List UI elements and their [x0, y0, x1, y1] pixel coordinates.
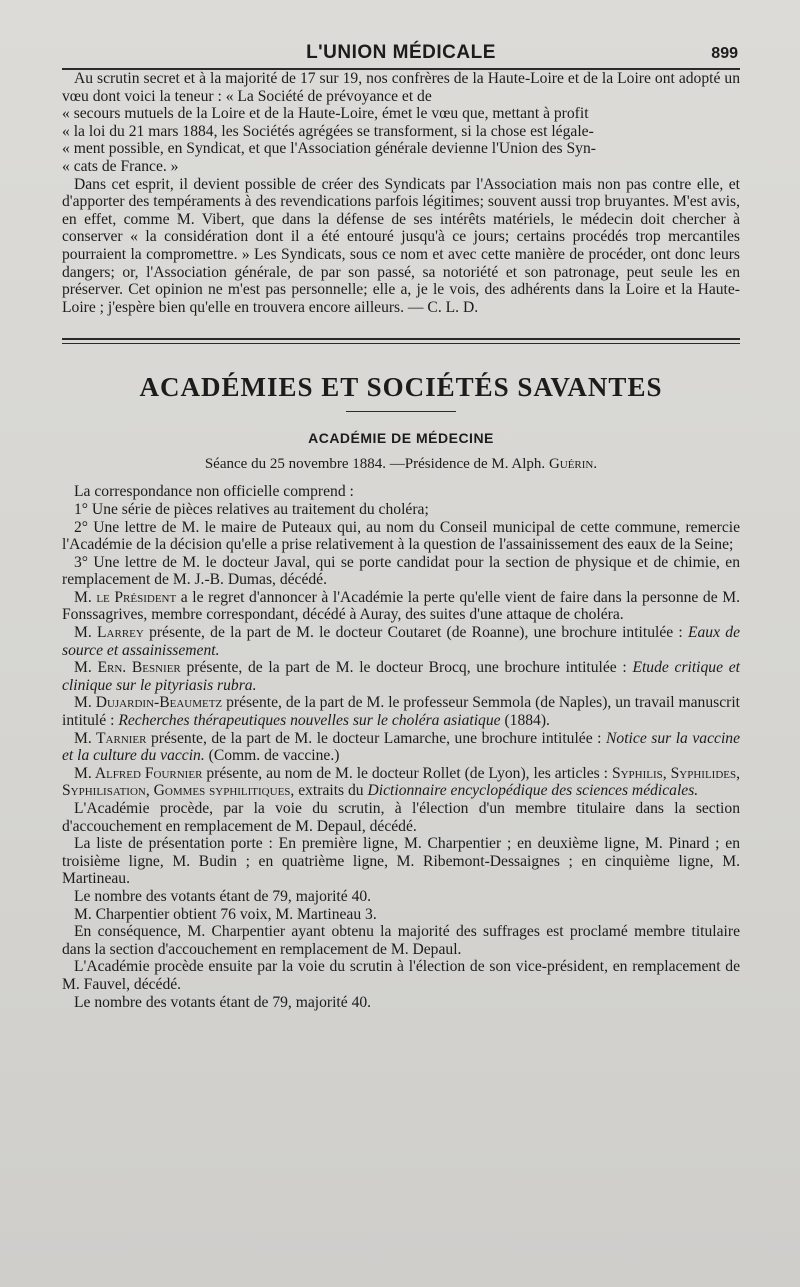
work-title: Eaux de source et assainissement. — [62, 624, 740, 659]
quoted-resolution — [62, 105, 740, 175]
quote-line: « la loi du 21 mars 1884, les Sociétés agrégées se transforment, si la chose est légale- — [62, 122, 594, 140]
presentation-text: , extraits du — [290, 782, 368, 800]
presentation-text: présente, au nom de M. le docteur Rollet (de Lyon), les articles : — [202, 764, 612, 782]
president-announcement — [62, 589, 740, 624]
work-year: (1884). — [500, 712, 550, 730]
speaker-name: M. Larrey — [74, 624, 144, 642]
page-number: 899 — [711, 45, 738, 62]
presentation-larrey — [62, 624, 740, 659]
presentation-tarnier — [62, 730, 740, 765]
correspondence-intro: La correspondance non officielle comprend : — [74, 483, 354, 501]
work-title: Notice sur la vaccine et la culture du vaccin. — [62, 729, 740, 765]
work-title: Etude critique et clinique sur le pityriasis rubra. — [62, 659, 740, 694]
presentation-dujardin — [62, 694, 740, 729]
session-date: Séance du 25 novembre 1884. —Présidence de M. Alph. — [204, 456, 546, 473]
election-paragraph: Le nombre des votants étant de 79, majorité 40. — [74, 887, 372, 905]
committee-note: (Comm. de vaccine.) — [204, 747, 340, 765]
article-body — [62, 70, 740, 316]
work-title: Dictionnaire encyclopédique des sciences médicales. — [367, 782, 699, 800]
session-president: Guérin. — [548, 456, 598, 473]
opening-paragraph: Au scrutin secret et à la majorité de 17 sur 19, nos confrères de la Haute-Loire et de la Loire ont adopté un vœu dont voici la teneur : « La Société de prévoyance et de — [62, 70, 740, 105]
election-paragraph: L'Académie procède ensuite par la voie du scrutin à l'élection de son vice-président, en remplacement de M. Fauvel, décédé. — [62, 958, 740, 993]
correspondence-item: 3° Une lettre de M. le docteur Javal, qui se porte candidat pour la section de physique et de chimie, en remplacement de M. J.-B. Dumas, décédé. — [62, 553, 740, 589]
presentation-besnier — [62, 659, 740, 694]
section-title: ACADÉMIES ET SOCIÉTÉS SAVANTES — [139, 372, 663, 403]
election-paragraph: L'Académie procède, par la voie du scrutin, à l'élection d'un membre titulaire dans la section d'accouchement en remplacement de M. Depaul, décédé. — [62, 800, 740, 835]
presentation-fournier — [62, 765, 740, 800]
work-title: Recherches thérapeutiques nouvelles sur le choléra asiatique — [118, 712, 501, 730]
speaker-name: M. Tarnier — [74, 729, 147, 747]
speaker-name: M. Alfred Fournier — [74, 764, 203, 782]
quote-line: « cats de France. » — [62, 157, 179, 175]
presentation-text: présente, de la part de M. le professeur Semmola (de Naples), un travail manuscrit intitulé : — [62, 694, 740, 730]
closing-paragraph: Dans cet esprit, il devient possible de créer des Syndicats par l'Association mais non pas contre elle, et d'apporter des tempéraments à des revendications parfois légitimes; souvent aussi trop bruyantes. M'est avis, en effet, comme M. Vibert, que dans la défense de ses intérêts matériels, le médecin doit chercher à conserver « la considération dont il a été entouré jusqu'à ce jours; certains procédés trop mercantiles pourraient la compromettre. » Les Syndicats, sous ce nom et avec cette manière de procéder, ont donc leurs dangers; or, l'Association générale, de par son passé, sa notoriété et son patronage, peut seule les en préserver. Cet opinion ne m'est pas personnelle; elle a, je le vois, des adhérents dans la Loire et la Haute-Loire ; j'espère bien qu'elle en trouvera encore ailleurs. — C. L. D. — [62, 175, 740, 316]
quote-line: « ment possible, en Syndicat, et que l'Association générale devienne l'Union des Syn- — [62, 140, 596, 158]
article-list: Syphilis, Syphilides, Syphilisation, Gommes syphilitiques — [62, 764, 741, 800]
presentation-text: présente, de la part de M. le docteur Coutaret (de Roanne), une brochure intitulée : — [143, 624, 688, 642]
running-head — [62, 38, 740, 70]
presentation-text: présente, de la part de M. le docteur Lamarche, une brochure intitulée : — [146, 729, 607, 747]
announcement-text: a le regret d'annoncer à l'Académie la perte qu'elle vient de faire dans la personne de M. Fonssagrives, membre correspondant, décédé à Auray, des suites d'une attaque de choléra. — [62, 588, 740, 624]
quote-line: « secours mutuels de la Loire et de la Haute-Loire, émet le vœu que, mettant à profit — [62, 105, 589, 123]
speaker-name: M. Ern. Besnier — [74, 659, 181, 677]
title-underline — [346, 411, 456, 412]
speaker-name: M. Dujardin-Beaumetz — [74, 694, 223, 712]
election-paragraph: M. Charpentier obtient 76 voix, M. Martineau 3. — [74, 905, 377, 923]
session-line — [62, 456, 740, 473]
election-paragraph: En conséquence, M. Charpentier ayant obtenu la majorité des suffrages est proclamé membre titulaire dans la section d'accouchement en remplacement de M. Depaul. — [62, 923, 740, 958]
minutes-body — [62, 483, 740, 1011]
section-divider — [62, 338, 740, 344]
running-title: L'UNION MÉDICALE — [306, 42, 496, 63]
election-paragraph: Le nombre des votants étant de 79, majorité 40. — [74, 993, 372, 1011]
correspondence-item: 2° Une lettre de M. le maire de Puteaux qui, au nom du Conseil municipal de cette commune, remercie l'Académie de la décision qu'elle a prise relativement à la question de l'assainissement des eaux de la Seine; — [62, 518, 740, 554]
correspondence-item: 1° Une série de pièces relatives au traitement du choléra; — [74, 500, 429, 518]
speaker-name: M. le Président — [74, 588, 177, 606]
subsection-title: ACADÉMIE DE MÉDECINE — [308, 430, 494, 447]
election-paragraph: La liste de présentation porte : En première ligne, M. Charpentier ; en deuxième ligne, M. Pinard ; en troisième ligne, M. Budin ; en quatrième ligne, M. Ribemont-Dessaignes ; en cinquième ligne, M. Martineau. — [62, 835, 740, 888]
presentation-text: présente, de la part de M. le docteur Brocq, une brochure intitulée : — [180, 659, 633, 677]
